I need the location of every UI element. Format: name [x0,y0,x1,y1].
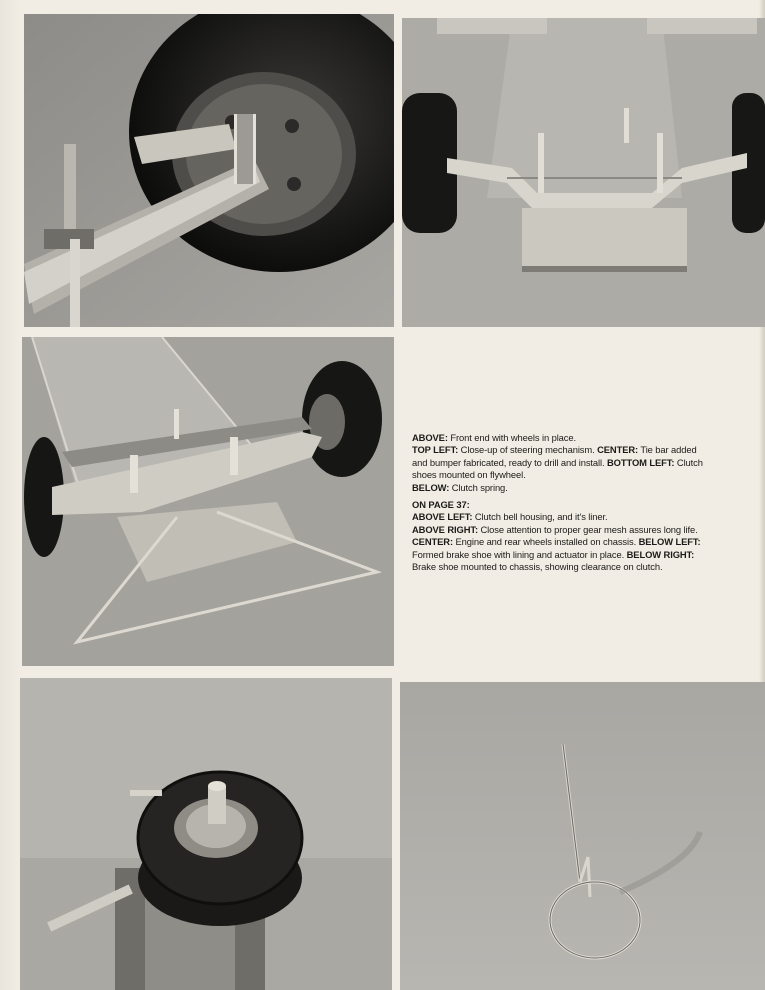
caption-label-above: ABOVE: [412,432,448,443]
photo-caption [412,432,712,578]
caption-label-below: BELOW: [412,481,450,493]
photo-steering-closeup [24,14,394,327]
photo-front-end-assembly [22,337,394,666]
caption-label-below-right: BELOW RIGHT: [626,548,695,560]
photo-tie-bar-bumper [402,18,765,327]
photo-clutch-spring [400,682,765,990]
photo-clutch-bell [20,678,392,990]
caption-text-top-left: Close-up of steering mechanism. [458,444,598,456]
caption-text-below-left: Formed brake shoe with lining and actuator in place. [412,548,627,560]
caption-label-above-left: ABOVE LEFT: [412,511,473,523]
caption-text-below: Clutch spring. [449,481,508,493]
caption-text-bottom-left: Clutch shoes mounted on flywheel. [412,456,703,481]
caption-label-top-left: TOP LEFT: [412,444,459,456]
caption-text-above-left: Clutch bell housing, and it's liner. [472,511,608,523]
caption-label-center-2: CENTER: [412,536,453,548]
caption-label-bottom-left: BOTTOM LEFT: [607,456,675,468]
caption-label-below-left: BELOW LEFT: [638,536,701,548]
caption-paragraph-2 [412,499,712,573]
caption-text-above-right: Close attention to proper gear mesh assures long life. [478,523,698,535]
caption-paragraph-1 [412,432,712,494]
caption-heading-page-37: ON PAGE 37: [412,499,470,511]
caption-label-center: CENTER: [597,444,639,456]
page-gutter-shadow [0,0,20,990]
caption-text-above: Front end with wheels in place. [447,432,576,443]
caption-text-center-2: Engine and rear wheels installed on chassis. [452,536,639,548]
caption-text-center: Tie bar added and bumper fabricated, ready to drill and install. [412,444,697,468]
caption-text-below-right: Brake shoe mounted to chassis, showing clearance on clutch. [412,561,663,573]
caption-label-above-right: ABOVE RIGHT: [412,523,478,535]
